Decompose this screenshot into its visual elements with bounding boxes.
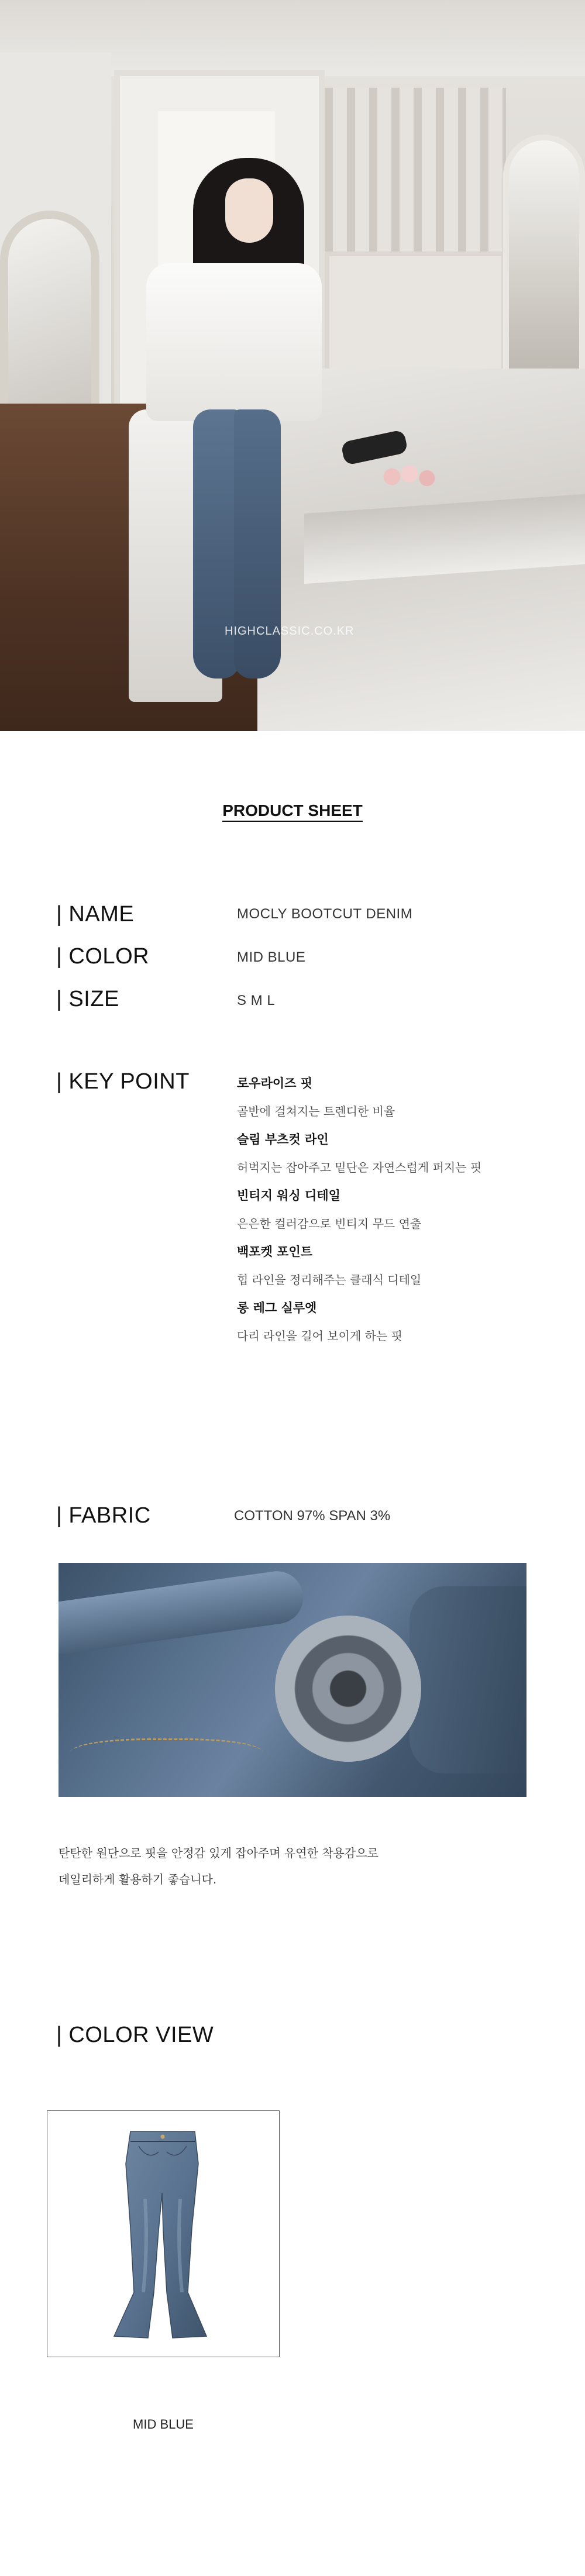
model-top xyxy=(146,263,322,421)
fabric-value: COTTON 97% SPAN 3% xyxy=(234,1508,391,1524)
fabric-seam xyxy=(70,1738,263,1773)
fabric-closeup-photo xyxy=(58,1563,526,1797)
name-value: MOCLY BOOTCUT DENIM xyxy=(237,906,413,922)
color-view-label: | COLOR VIEW xyxy=(56,2023,214,2047)
product-sheet-title xyxy=(0,801,585,820)
key-point-item xyxy=(237,1128,565,1184)
wainscot-panel xyxy=(325,252,506,386)
fabric-description-line: 탄탄한 원단으로 핏을 안정감 있게 잡아주며 유연한 착용감으로 xyxy=(58,1846,378,1860)
mirror xyxy=(0,211,99,433)
key-point-label: | KEY POINT xyxy=(56,1069,190,1094)
fabric-swirl xyxy=(275,1616,421,1762)
hero-photo xyxy=(0,0,585,731)
flowers xyxy=(380,462,439,491)
color-value: MID BLUE xyxy=(237,949,306,965)
key-point-item xyxy=(237,1072,565,1128)
model-jeans-right-leg xyxy=(234,409,281,679)
color-label: | COLOR xyxy=(56,944,150,969)
fabric-fold xyxy=(58,1568,307,1657)
key-point-heading: 로우라이즈 핏 xyxy=(237,1076,313,1090)
jeans-product-image xyxy=(90,2129,236,2342)
fabric-fold xyxy=(410,1586,526,1773)
key-point-heading: 롱 레그 실루엣 xyxy=(237,1301,317,1315)
watermark-text: HIGHCLASSIC.CO.KR xyxy=(225,625,355,638)
key-point-description: 다리 라인을 길어 보이게 하는 핏 xyxy=(237,1329,402,1343)
key-point-heading: 빈티지 워싱 디테일 xyxy=(237,1189,340,1203)
fabric-description-line: 데일리하게 활용하기 좋습니다. xyxy=(58,1872,217,1886)
size-label: | SIZE xyxy=(56,987,119,1011)
size-value: S M L xyxy=(237,993,276,1008)
name-label: | NAME xyxy=(56,902,135,927)
key-point-description: 힙 라인을 정리해주는 클래식 디테일 xyxy=(237,1273,422,1287)
key-point-heading: 백포켓 포인트 xyxy=(237,1245,313,1259)
key-point-item xyxy=(237,1296,565,1352)
key-point-description: 은은한 컬러감으로 빈티지 무드 연출 xyxy=(237,1217,422,1231)
key-point-heading: 슬림 부츠컷 라인 xyxy=(237,1132,329,1146)
arched-doorway xyxy=(503,135,585,380)
fabric-label: | FABRIC xyxy=(56,1503,151,1528)
key-point-description: 허벅지는 잡아주고 밑단은 자연스럽게 퍼지는 핏 xyxy=(237,1160,482,1175)
key-point-description: 골반에 걸쳐지는 트렌디한 비율 xyxy=(237,1104,395,1118)
key-point-list xyxy=(237,1072,565,1352)
color-view-name: MID BLUE xyxy=(133,2417,194,2432)
model-jeans-left-leg xyxy=(193,409,240,679)
fabric-description xyxy=(58,1840,526,1893)
product-sheet-title-text: PRODUCT SHEET xyxy=(222,801,363,822)
model-face xyxy=(225,178,273,243)
key-point-item xyxy=(237,1240,565,1296)
key-point-item xyxy=(237,1184,565,1240)
color-view-card xyxy=(47,2110,280,2357)
